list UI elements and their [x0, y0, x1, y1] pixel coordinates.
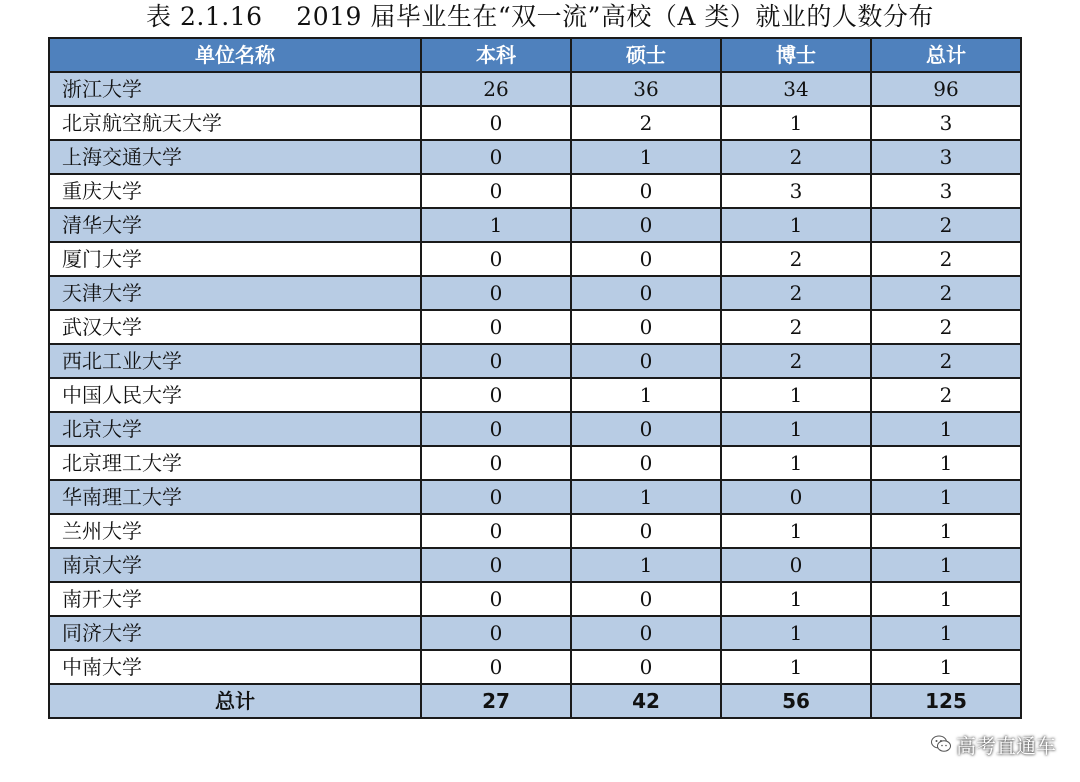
cell-doctor: 2 — [721, 276, 871, 310]
cell-doctor: 1 — [721, 514, 871, 548]
cell-master: 1 — [571, 548, 721, 582]
cell-unit-name: 厦门大学 — [49, 242, 421, 276]
cell-total: 2 — [871, 310, 1021, 344]
cell-master: 0 — [571, 174, 721, 208]
cell-total: 2 — [871, 344, 1021, 378]
cell-unit-name: 北京大学 — [49, 412, 421, 446]
table-title: 表 2.1.16 2019 届毕业生在“双一流”高校（A 类）就业的人数分布 — [146, 2, 934, 31]
cell-unit-name: 上海交通大学 — [49, 140, 421, 174]
cell-total: 1 — [871, 616, 1021, 650]
table-row — [49, 446, 1021, 480]
cell-bachelor: 0 — [421, 276, 571, 310]
cell-bachelor: 26 — [421, 72, 571, 106]
watermark-text: 高考直通车 — [956, 733, 1056, 758]
cell-doctor: 2 — [721, 310, 871, 344]
cell-unit-name: 重庆大学 — [49, 174, 421, 208]
cell-master: 1 — [571, 140, 721, 174]
cell-total: 1 — [871, 514, 1021, 548]
cell-unit-name: 兰州大学 — [49, 514, 421, 548]
cell-unit-name: 中南大学 — [49, 650, 421, 684]
header-total: 总计 — [871, 38, 1021, 72]
table-row — [49, 140, 1021, 174]
table-row — [49, 106, 1021, 140]
cell-unit-name: 中国人民大学 — [49, 378, 421, 412]
header-row — [49, 38, 1021, 72]
cell-total: 1 — [871, 446, 1021, 480]
cell-bachelor: 0 — [421, 412, 571, 446]
cell-unit-name: 同济大学 — [49, 616, 421, 650]
cell-unit-name: 清华大学 — [49, 208, 421, 242]
table-row — [49, 310, 1021, 344]
totals-label: 总计 — [49, 684, 421, 718]
cell-master: 36 — [571, 72, 721, 106]
cell-bachelor: 0 — [421, 446, 571, 480]
table-row — [49, 242, 1021, 276]
cell-total: 2 — [871, 242, 1021, 276]
cell-unit-name: 华南理工大学 — [49, 480, 421, 514]
cell-doctor: 1 — [721, 106, 871, 140]
cell-total: 2 — [871, 378, 1021, 412]
cell-master: 0 — [571, 276, 721, 310]
header-bachelor: 本科 — [421, 38, 571, 72]
cell-doctor: 1 — [721, 378, 871, 412]
cell-bachelor: 0 — [421, 174, 571, 208]
cell-unit-name: 北京理工大学 — [49, 446, 421, 480]
table-row — [49, 72, 1021, 106]
cell-master: 0 — [571, 208, 721, 242]
cell-doctor: 1 — [721, 446, 871, 480]
totals-total: 125 — [871, 684, 1021, 718]
cell-unit-name: 北京航空航天大学 — [49, 106, 421, 140]
cell-doctor: 1 — [721, 616, 871, 650]
cell-unit-name: 南开大学 — [49, 582, 421, 616]
cell-master: 0 — [571, 582, 721, 616]
wechat-icon — [930, 733, 952, 755]
cell-doctor: 2 — [721, 242, 871, 276]
cell-unit-name: 武汉大学 — [49, 310, 421, 344]
cell-total: 3 — [871, 140, 1021, 174]
totals-row — [49, 684, 1021, 718]
cell-total: 3 — [871, 174, 1021, 208]
cell-unit-name: 南京大学 — [49, 548, 421, 582]
cell-unit-name: 天津大学 — [49, 276, 421, 310]
cell-master: 0 — [571, 412, 721, 446]
header-master: 硕士 — [571, 38, 721, 72]
cell-master: 0 — [571, 616, 721, 650]
table-row — [49, 616, 1021, 650]
totals-master: 42 — [571, 684, 721, 718]
cell-total: 1 — [871, 480, 1021, 514]
header-doctor: 博士 — [721, 38, 871, 72]
cell-bachelor: 0 — [421, 140, 571, 174]
cell-bachelor: 0 — [421, 548, 571, 582]
cell-total: 1 — [871, 548, 1021, 582]
cell-doctor: 2 — [721, 140, 871, 174]
cell-doctor: 2 — [721, 344, 871, 378]
cell-bachelor: 0 — [421, 242, 571, 276]
table-row — [49, 548, 1021, 582]
table-row — [49, 514, 1021, 548]
cell-unit-name: 西北工业大学 — [49, 344, 421, 378]
cell-bachelor: 0 — [421, 650, 571, 684]
cell-master: 2 — [571, 106, 721, 140]
cell-master: 0 — [571, 446, 721, 480]
table-row — [49, 276, 1021, 310]
cell-total: 2 — [871, 208, 1021, 242]
watermark — [930, 731, 1056, 757]
table-row — [49, 582, 1021, 616]
cell-doctor: 1 — [721, 650, 871, 684]
cell-total: 3 — [871, 106, 1021, 140]
cell-total: 1 — [871, 412, 1021, 446]
cell-doctor: 1 — [721, 582, 871, 616]
cell-doctor: 1 — [721, 208, 871, 242]
cell-bachelor: 1 — [421, 208, 571, 242]
cell-master: 0 — [571, 344, 721, 378]
table-row — [49, 480, 1021, 514]
cell-bachelor: 0 — [421, 344, 571, 378]
cell-master: 0 — [571, 310, 721, 344]
cell-bachelor: 0 — [421, 310, 571, 344]
table-row — [49, 344, 1021, 378]
cell-doctor: 3 — [721, 174, 871, 208]
cell-bachelor: 0 — [421, 480, 571, 514]
cell-total: 1 — [871, 582, 1021, 616]
cell-bachelor: 0 — [421, 378, 571, 412]
employment-table — [48, 37, 1022, 719]
cell-doctor: 0 — [721, 548, 871, 582]
table-row — [49, 650, 1021, 684]
cell-bachelor: 0 — [421, 582, 571, 616]
cell-doctor: 34 — [721, 72, 871, 106]
totals-bachelor: 27 — [421, 684, 571, 718]
cell-bachelor: 0 — [421, 616, 571, 650]
cell-doctor: 0 — [721, 480, 871, 514]
cell-total: 96 — [871, 72, 1021, 106]
table-row — [49, 174, 1021, 208]
cell-bachelor: 0 — [421, 106, 571, 140]
cell-master: 0 — [571, 242, 721, 276]
cell-total: 2 — [871, 276, 1021, 310]
cell-master: 1 — [571, 378, 721, 412]
table-row — [49, 412, 1021, 446]
cell-master: 0 — [571, 650, 721, 684]
totals-doctor: 56 — [721, 684, 871, 718]
cell-total: 1 — [871, 650, 1021, 684]
cell-master: 1 — [571, 480, 721, 514]
cell-doctor: 1 — [721, 412, 871, 446]
cell-unit-name: 浙江大学 — [49, 72, 421, 106]
table-row — [49, 378, 1021, 412]
cell-bachelor: 0 — [421, 514, 571, 548]
cell-master: 0 — [571, 514, 721, 548]
header-unit-name: 单位名称 — [49, 38, 421, 72]
table-row — [49, 208, 1021, 242]
table-body — [49, 72, 1021, 684]
